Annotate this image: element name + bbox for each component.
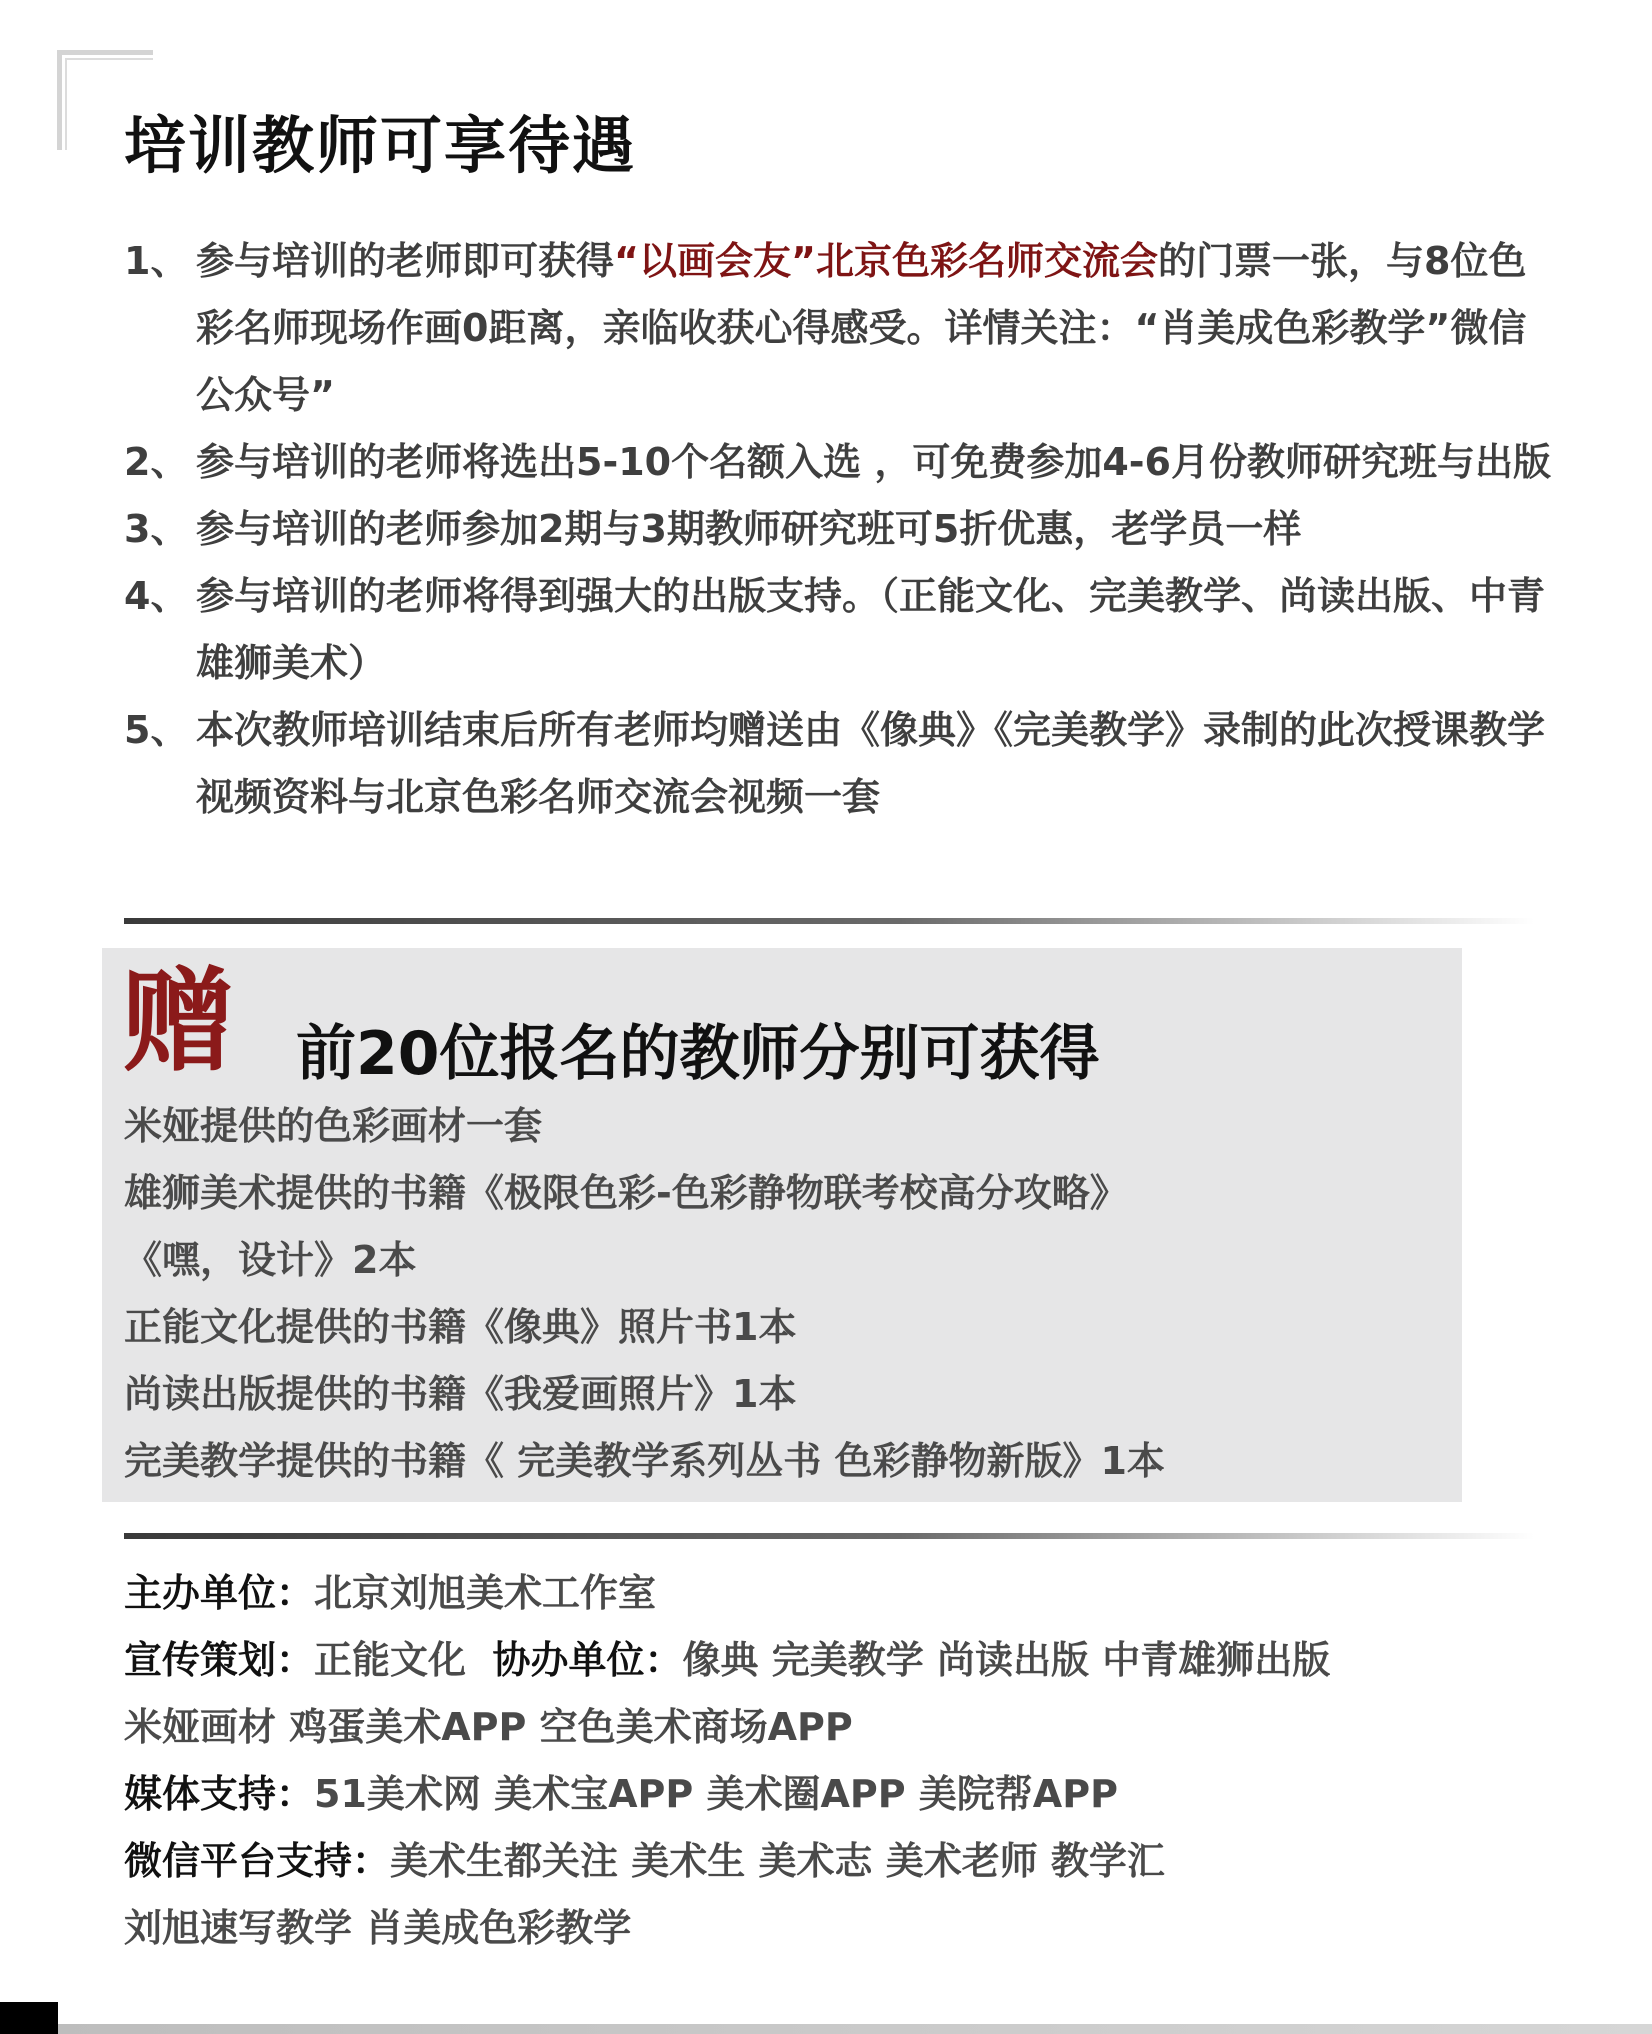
co-label: 协办单位： (492, 1638, 683, 1682)
gift-list (124, 1093, 1444, 1495)
gift-character: 赠 (122, 957, 232, 1087)
benefit-text: 本次教师培训结束后所有老师均赠送由《像典》《完美教学》录制的此次授课教学视频资料与北京色彩名师交流会视频一套 (196, 708, 1546, 819)
corner-decoration-inner-top (65, 58, 153, 60)
corner-decoration-bottom (0, 2002, 58, 2034)
benefit-text: 参与培训的老师参加2期与3期教师研究班可5折优惠，老学员一样 (196, 507, 1302, 551)
section-divider (124, 1533, 1534, 1539)
co-line-2: 米娅画材 鸡蛋美术APP 空色美术商场APP (124, 1705, 853, 1749)
wechat-value: 美术生都关注 美术生 美术志 美术老师 教学汇 (390, 1839, 1165, 1883)
benefit-item (124, 496, 1584, 563)
benefit-item (124, 697, 1584, 831)
gift-item: 尚读出版提供的书籍《我爱画照片》1本 (124, 1372, 797, 1416)
host-line (124, 1560, 1624, 1627)
benefit-text: 参与培训的老师将选出5-10个名额入选 ，可免费参加4-6月份教师研究班与出版 (196, 440, 1551, 484)
gift-item: 米娅提供的色彩画材一套 (124, 1104, 543, 1148)
wechat-line-2: 刘旭速写教学 肖美成色彩教学 (124, 1906, 632, 1950)
media-value: 51美术网 美术宝APP 美术圈APP 美院帮APP (314, 1772, 1118, 1816)
benefit-number: 2、 (124, 440, 189, 484)
organizers-section (124, 1560, 1624, 1962)
host-label: 主办单位： (124, 1571, 315, 1615)
benefit-text: 参与培训的老师将得到强大的出版支持。（正能文化、完美教学、尚读出版、中青雄狮美术） (196, 574, 1546, 685)
promo-value: 正能文化 (314, 1638, 467, 1682)
corner-decoration-left (57, 50, 62, 150)
gift-item: 雄狮美术提供的书籍《极限色彩-色彩静物联考校高分攻略》 (124, 1171, 1128, 1215)
benefit-highlight: “以画会友”北京色彩名师交流会 (614, 239, 1158, 283)
page-title: 培训教师可享待遇 (124, 109, 637, 182)
benefit-item (124, 228, 1584, 429)
corner-decoration-top (57, 50, 153, 55)
section-divider (124, 918, 1534, 924)
promo-label: 宣传策划： (124, 1638, 315, 1682)
wechat-line (124, 1828, 1624, 1895)
benefit-text (196, 228, 1556, 429)
benefit-number: 1、 (124, 239, 189, 283)
benefit-text-post: 的门票一张，与8位色彩名师现场作画0距离，亲临收获心得感受。详情关注：“肖美成色彩教学”微信公众号” (196, 239, 1527, 417)
promo-line (124, 1627, 1624, 1694)
benefit-number: 3、 (124, 507, 189, 551)
benefit-number: 4、 (124, 574, 189, 618)
media-label: 媒体支持： (124, 1772, 315, 1816)
benefits-list (124, 228, 1584, 831)
benefit-number: 5、 (124, 708, 189, 752)
gift-title: 前20位报名的教师分别可获得 (296, 1019, 1100, 1089)
gift-item: 正能文化提供的书籍《像典》照片书1本 (124, 1305, 797, 1349)
benefit-text-pre: 参与培训的老师即可获得 (196, 239, 615, 283)
media-line (124, 1761, 1624, 1828)
bottom-bar (58, 2024, 1652, 2034)
gift-item: 完美教学提供的书籍《 完美教学系列丛书 色彩静物新版》1本 (124, 1439, 1165, 1483)
corner-decoration-inner-left (65, 58, 67, 150)
benefit-item (124, 429, 1584, 496)
host-value: 北京刘旭美术工作室 (314, 1571, 657, 1615)
benefit-item (124, 563, 1584, 697)
co-value: 像典 完美教学 尚读出版 中青雄狮出版 (682, 1638, 1331, 1682)
gift-item: 《嘿，设计》2本 (124, 1238, 417, 1282)
wechat-label: 微信平台支持： (124, 1839, 391, 1883)
